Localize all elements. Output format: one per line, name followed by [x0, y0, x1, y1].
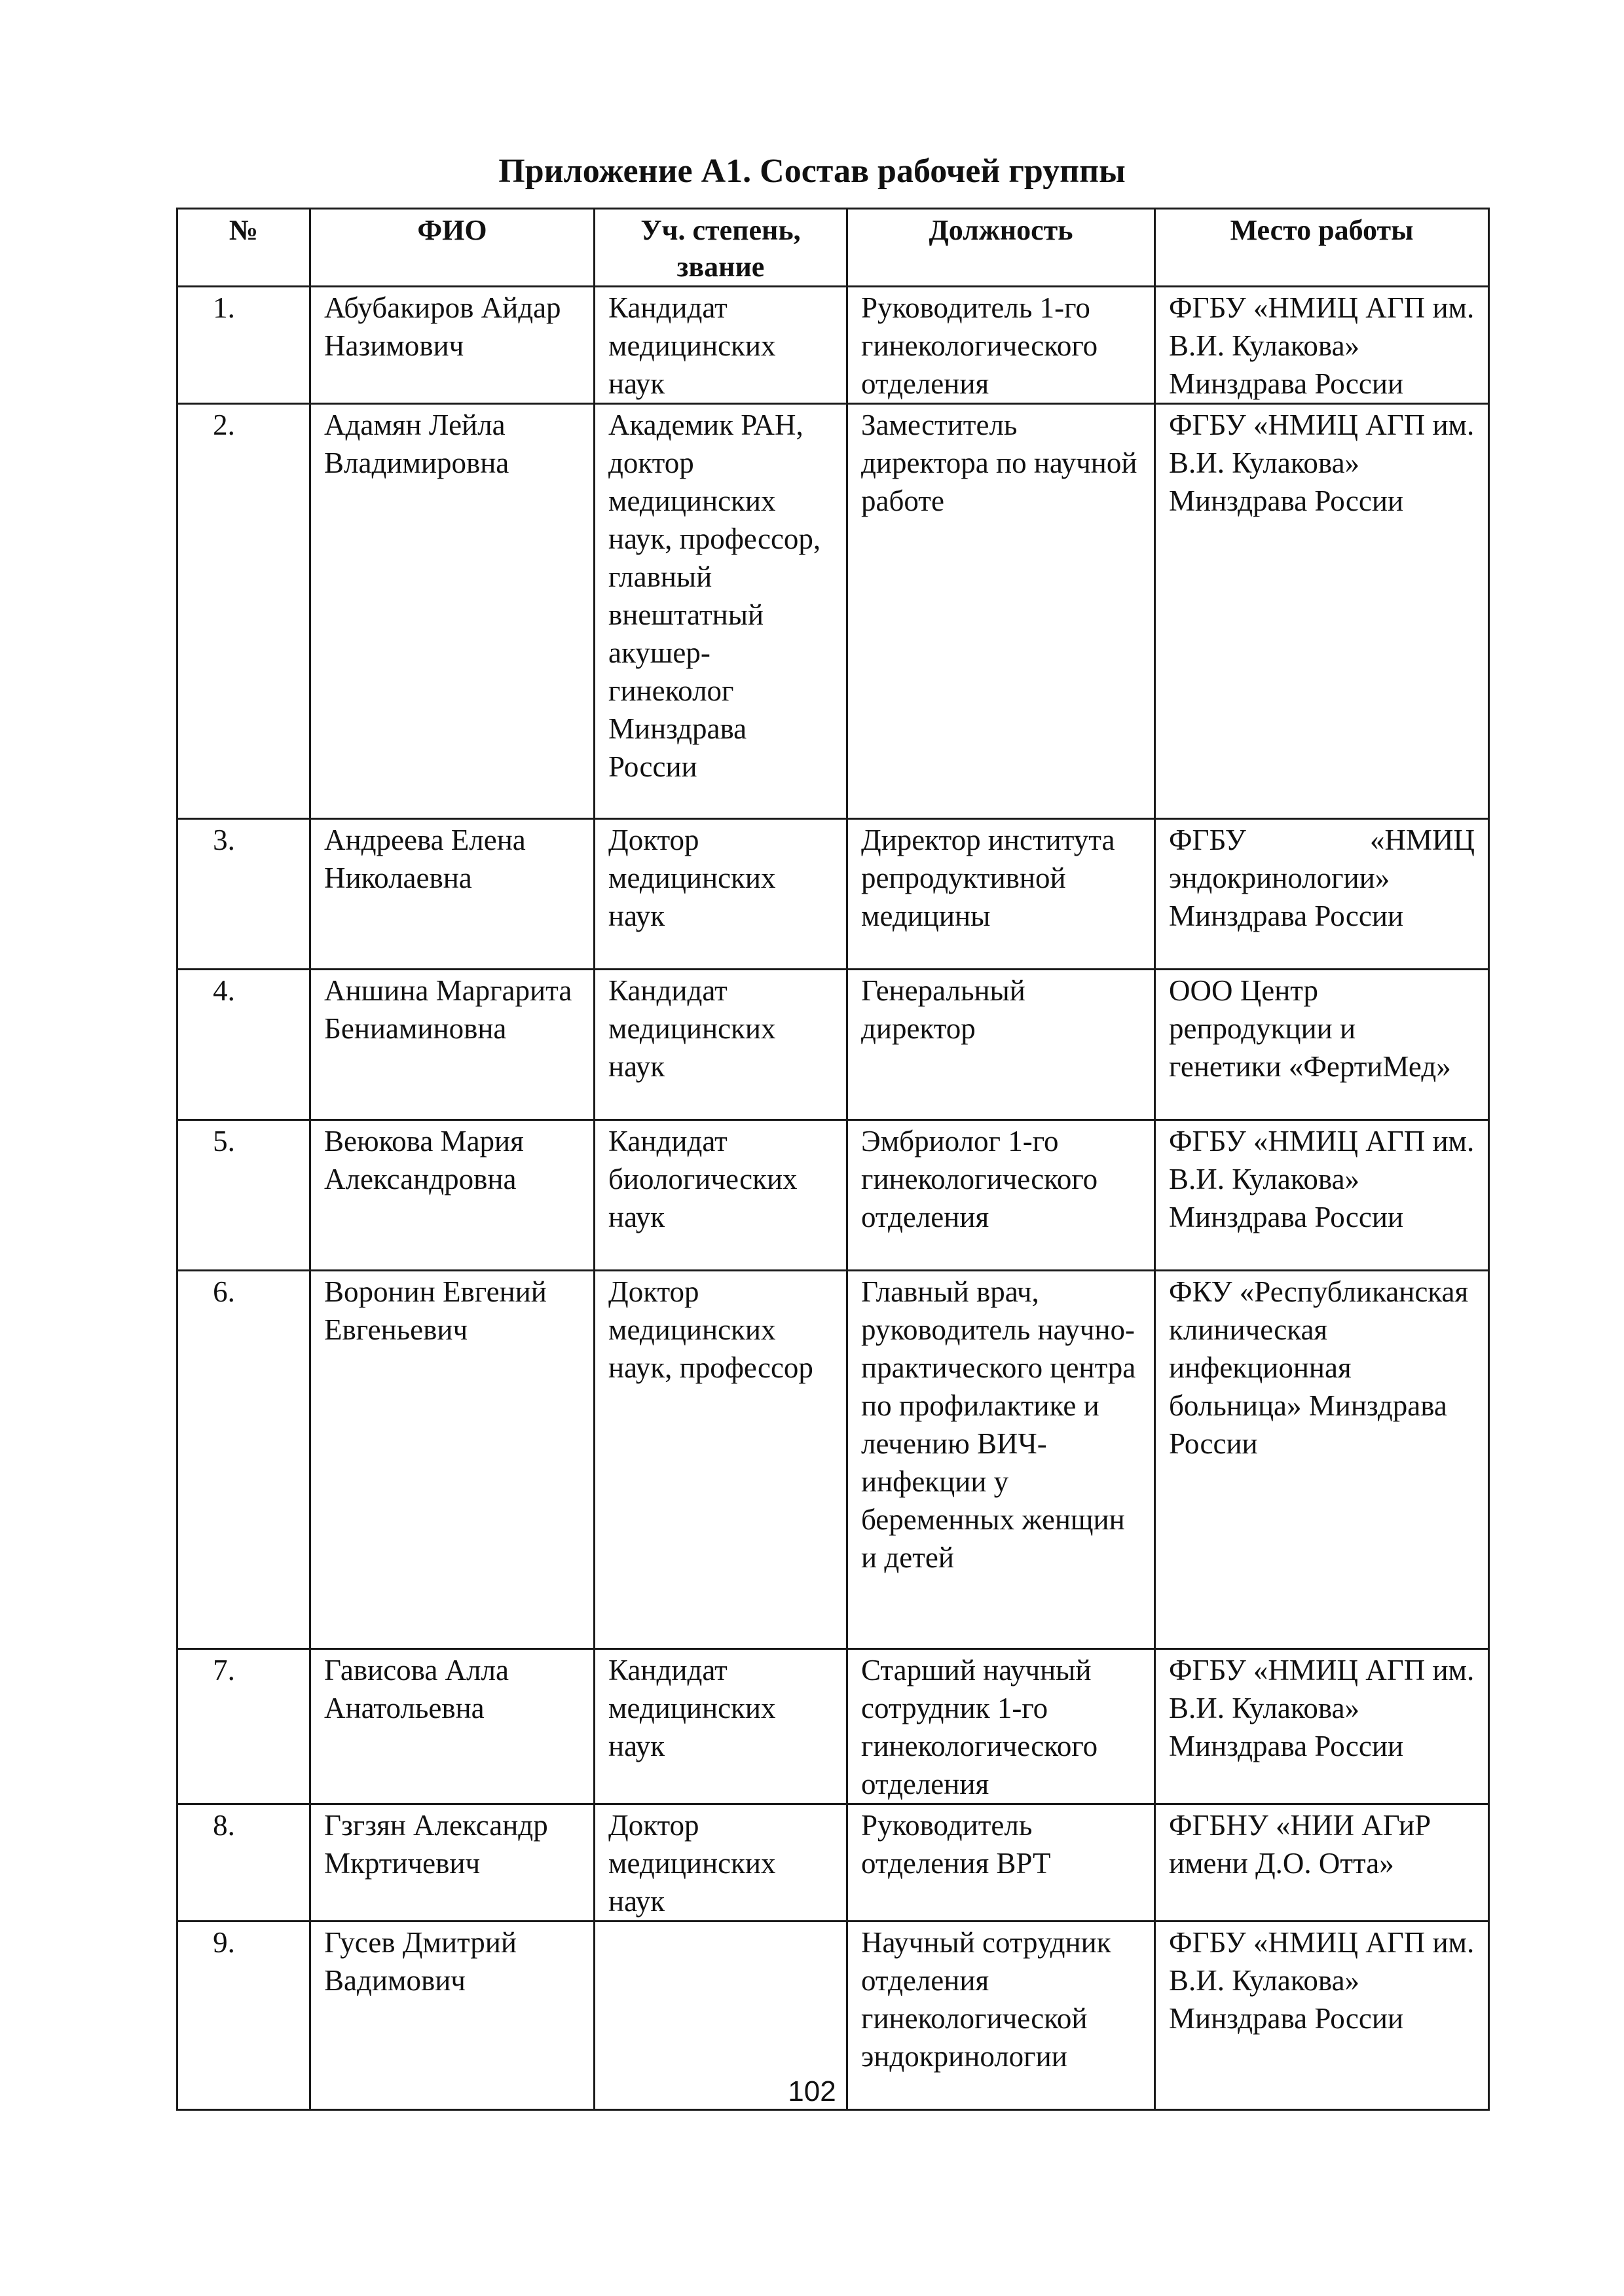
row-degree: Доктор медицинских наук: [595, 819, 847, 970]
row-degree: Кандидат медицинских наук: [595, 970, 847, 1120]
row-name: Веюкова Мария Александровна: [310, 1120, 595, 1271]
row-degree: Кандидат медицинских наук: [595, 287, 847, 404]
row-name: Воронин Евгений Евгеньевич: [310, 1271, 595, 1649]
row-num: 3.: [177, 819, 310, 970]
page-number: 102: [788, 2075, 836, 2107]
row-workplace: ФКУ «Республиканская клиническая инфекционная больница» Минздрава России: [1155, 1271, 1489, 1649]
row-num: 4.: [177, 970, 310, 1120]
table-row: [177, 819, 1489, 970]
row-workplace: ФГБУ «НМИЦ АГП им. В.И. Кулакова» Минздрава России: [1155, 1922, 1489, 2110]
row-position: Генеральный директор: [847, 970, 1155, 1120]
table-row: [177, 1271, 1489, 1649]
row-position: Старший научный сотрудник 1-го гинекологического отделения: [847, 1649, 1155, 1804]
row-workplace: ФГБНУ «НИИ АГиР имени Д.О. Отта»: [1155, 1804, 1489, 1922]
row-workplace: ООО Центр репродукции и генетики «ФертиМед»: [1155, 970, 1489, 1120]
header-degree: Уч. степень, звание: [595, 209, 847, 287]
row-name: Гусев Дмитрий Вадимович: [310, 1922, 595, 2110]
table-row: [177, 287, 1489, 404]
row-num: 2.: [177, 404, 310, 819]
row-position: Главный врач, руководитель научно-практического центра по профилактике и лечению ВИЧ-инфекции у беременных женщин и детей: [847, 1271, 1155, 1649]
row-workplace: ФГБУ «НМИЦ АГП им. В.И. Кулакова» Минздрава России: [1155, 1120, 1489, 1271]
row-workplace-rest: эндокринологии» Минздрава России: [1169, 862, 1404, 932]
row-workplace: ФГБУ «НМИЦ АГП им. В.И. Кулакова» Минздрава России: [1155, 404, 1489, 819]
row-degree: Академик РАН, доктор медицинских наук, профессор, главный внештатный акушер-гинеколог Минздрава России: [595, 404, 847, 819]
row-num: 9.: [177, 1922, 310, 2110]
table-row: [177, 1649, 1489, 1804]
row-position: Эмбриолог 1-го гинекологического отделения: [847, 1120, 1155, 1271]
header-name: ФИО: [310, 209, 595, 287]
row-num: 6.: [177, 1271, 310, 1649]
table-row: [177, 404, 1489, 819]
header-position: Должность: [847, 209, 1155, 287]
table-row: [177, 970, 1489, 1120]
row-position: Научный сотрудник отделения гинекологической эндокринологии: [847, 1922, 1155, 2110]
row-num: 7.: [177, 1649, 310, 1804]
row-name: Гависова Алла Анатольевна: [310, 1649, 595, 1804]
row-position: Директор института репродуктивной медицины: [847, 819, 1155, 970]
row-degree: Доктор медицинских наук, профессор: [595, 1271, 847, 1649]
row-degree: Доктор медицинских наук: [595, 1804, 847, 1922]
row-workplace: ФГБУ «НМИЦ АГП им. В.И. Кулакова» Минздрава России: [1155, 287, 1489, 404]
row-workplace: [1155, 819, 1489, 970]
row-num: 1.: [177, 287, 310, 404]
row-position: Руководитель 1-го гинекологического отделения: [847, 287, 1155, 404]
row-degree: Кандидат медицинских наук: [595, 1649, 847, 1804]
table-header-row: [177, 209, 1489, 287]
row-degree: Кандидат биологических наук: [595, 1120, 847, 1271]
row-name: Андреева Елена Николаевна: [310, 819, 595, 970]
table-row: [177, 1120, 1489, 1271]
row-position: Руководитель отделения ВРТ: [847, 1804, 1155, 1922]
row-num: 8.: [177, 1804, 310, 1922]
row-position: Заместитель директора по научной работе: [847, 404, 1155, 819]
table-row: [177, 1804, 1489, 1922]
row-name: Адамян Лейла Владимировна: [310, 404, 595, 819]
header-workplace: Место работы: [1155, 209, 1489, 287]
row-workplace-line1: ФГБУ «НМИЦ: [1169, 824, 1475, 856]
row-name: Абубакиров Айдар Назимович: [310, 287, 595, 404]
row-num: 5.: [177, 1120, 310, 1271]
row-name: Аншина Маргарита Бениаминовна: [310, 970, 595, 1120]
row-name: Гзгзян Александр Мкртичевич: [310, 1804, 595, 1922]
row-workplace: ФГБУ «НМИЦ АГП им. В.И. Кулакова» Минздрава России: [1155, 1649, 1489, 1804]
header-num: №: [177, 209, 310, 287]
page-title: Приложение А1. Состав рабочей группы: [498, 153, 1126, 190]
working-group-table: [176, 208, 1490, 2111]
